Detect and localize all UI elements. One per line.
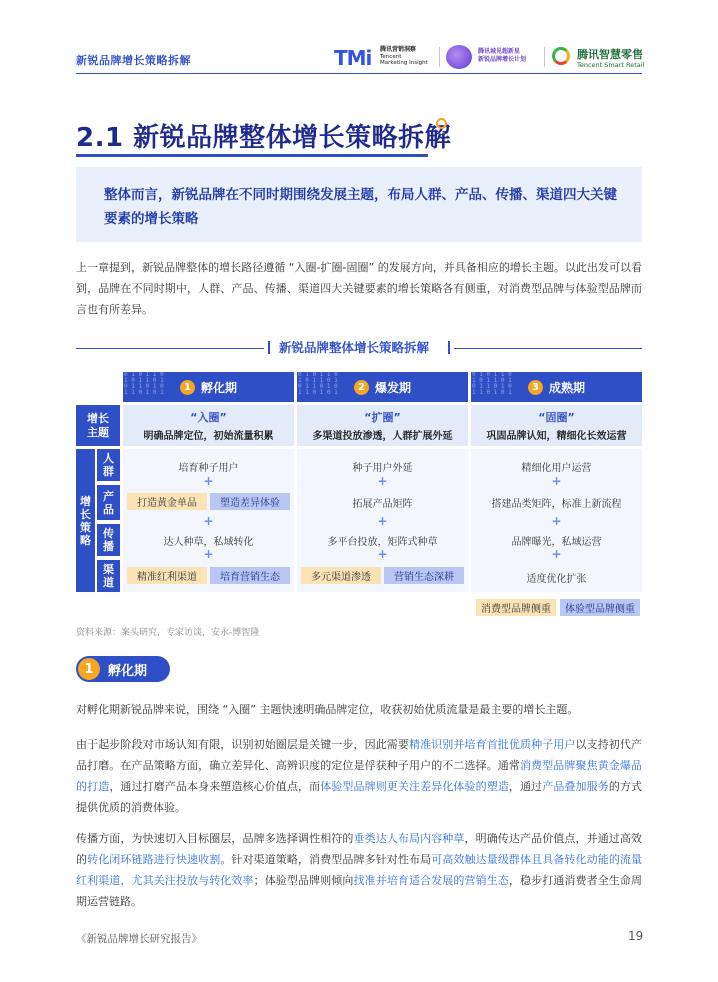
- footer-report-title: 《新锐品牌增长研究报告》: [76, 933, 202, 945]
- highlight: 体验型品牌则更关注差异化体验的塑造: [320, 780, 509, 793]
- plus-icon: +: [203, 474, 214, 488]
- figure-title-bar-right: [448, 341, 450, 354]
- theme-quote: “扩圈”: [364, 411, 401, 424]
- text: ，稳步打通消费者全生命周期运营链路。: [76, 874, 643, 908]
- theme-desc: 明确品牌定位，初始流量积累: [143, 431, 274, 442]
- page-number: 19: [628, 929, 644, 943]
- smart-retail-logo-en: Tencent Smart Retail: [577, 61, 645, 69]
- product-label: 产 品: [97, 485, 120, 520]
- legend-experience: 体验型品牌侧重: [560, 599, 640, 616]
- experience-tag: 塑造差异体验: [210, 493, 290, 510]
- supernova-logo-line2: 新锐品牌增长计划: [478, 56, 527, 63]
- highlight: 产品叠加服务: [542, 780, 609, 793]
- figure-title-bar-left: [268, 341, 270, 354]
- experience-tag: 培育营销生态: [210, 567, 290, 584]
- plus-icon: +: [551, 474, 562, 488]
- cell-spread: 多平台投放，矩阵式种草: [327, 537, 438, 548]
- plus-icon: +: [377, 514, 388, 528]
- cell-crowd: 精细化用户运营: [521, 463, 592, 474]
- highlight: 垂类达人布局内容种草: [353, 832, 465, 845]
- cell-spread: 达人种草，私域转化: [163, 537, 254, 548]
- tmi-logo-text: [380, 47, 428, 67]
- phase-number: 3: [528, 380, 543, 395]
- highlight: 可高效触达量级群体且具备转化动能的流量红利渠道，尤其关注投放与转化效率: [76, 853, 643, 887]
- growth-theme-label: 增长 主题: [76, 405, 120, 446]
- cell-product: 搭建品类矩阵，标准上新流程: [491, 499, 622, 510]
- highlight: 找准并培育适合发展的营销生态: [353, 874, 509, 887]
- theme-desc: 巩固品牌认知，精细化长效运营: [486, 431, 627, 442]
- highlight: 精准识别并培育首批优质种子用户: [409, 738, 576, 751]
- cell-channel: 适度优化扩张: [526, 574, 587, 585]
- circle-dot-icon: [436, 118, 447, 129]
- growth-strategy-label: 增 长 策 略: [76, 449, 95, 592]
- text: ，通过: [508, 780, 543, 793]
- cell-crowd: 种子用户外延: [352, 463, 413, 474]
- plus-icon: +: [377, 547, 388, 561]
- theme-cell-mature: [471, 405, 642, 446]
- header-title: 新锐品牌增长策略拆解: [76, 54, 191, 67]
- logo-divider: [439, 47, 440, 67]
- text: ，通过打磨产品本身来塑造核心价值点，而: [109, 780, 321, 793]
- text: 。针对渠道策略，消费型品牌多针对性布局: [220, 853, 432, 866]
- text: 以支持初代产品打磨。在产品策略方面，确立差异化、高辨识度的定位是俘获种子用户的不二选择。通常: [76, 738, 642, 772]
- highlight: 转化闭环链路进行快速收割: [87, 853, 221, 866]
- cell-product: 拓展产品矩阵: [352, 499, 413, 510]
- experience-tag: 营销生态深耕: [384, 567, 464, 584]
- consumer-tag: 精准红利渠道: [127, 567, 207, 584]
- plus-icon: +: [203, 514, 214, 528]
- phase-number: 1: [180, 380, 195, 395]
- smart-retail-ring-icon: [552, 47, 570, 65]
- plus-icon: +: [377, 474, 388, 488]
- text: 传播方面，为快速切入目标圈层，品牌多选择调性相符的: [76, 832, 354, 845]
- supernova-logo-text: [478, 48, 526, 64]
- theme-quote: “固圈”: [538, 411, 575, 424]
- tmi-logo-en1: Tencent: [380, 53, 402, 60]
- crowd-label: 人 群: [97, 449, 120, 481]
- section-title: 2.1 新锐品牌整体增长策略拆解: [76, 123, 452, 153]
- phase-label: 孵化期: [200, 380, 237, 395]
- figure-title-line-right: [454, 348, 642, 349]
- phase-label: 爆发期: [374, 380, 411, 395]
- theme-cell-incubation: [123, 405, 294, 446]
- legend-consumer: 消费型品牌侧重: [476, 599, 556, 616]
- cell-spread: 品牌曝光，私域运营: [511, 537, 602, 548]
- source-note: 资料来源：案头研究，专家访谈，安永-博智隆: [76, 628, 260, 638]
- supernova-badge-icon: [446, 45, 472, 69]
- summary-text: 整体而言，新锐品牌在不同时期围绕发展主题，布局人群、产品、传播、渠道四大关键要素的增长策略: [104, 187, 617, 227]
- binary-pattern-decoration: 0 1 0 1 1 0 1 0 1 1 0 1 0 1 1 0 1 0 1 1 0 1 0 1: [298, 372, 338, 396]
- figure-title-line-left: [76, 348, 264, 349]
- text: 由于起步阶段对市场认知有限，识别初始圈层是关键一步，因此需要: [76, 738, 409, 751]
- paragraph-3: [76, 828, 642, 912]
- cell-crowd: 培育种子用户: [178, 463, 239, 474]
- section-title-underline: [76, 154, 428, 157]
- spread-label: 传 播: [97, 524, 120, 556]
- consumer-tag: 多元渠道渗透: [301, 567, 381, 584]
- plus-icon: +: [551, 547, 562, 561]
- text: ；体验型品牌则倾向: [253, 874, 354, 887]
- plus-icon: +: [203, 547, 214, 561]
- paragraph-2: [76, 734, 642, 818]
- paragraph-1: 对孵化期新锐品牌来说，围绕 “入圈” 主题快速明确品牌定位，收获初始优质流量是最主要的增长主题。: [76, 703, 579, 716]
- subsection-number: 1: [78, 658, 100, 680]
- highlight: 消费型品牌聚焦黄金爆品的打造: [76, 759, 642, 793]
- phase-number: 2: [354, 380, 369, 395]
- consumer-tag: 打造黄金单品: [127, 493, 207, 510]
- logo-divider: [544, 47, 545, 67]
- binary-pattern-decoration: 0 1 0 1 1 0 1 0 1 1 0 1 0 1 1 0 1 0 1 1 0 1 0 1: [472, 372, 512, 396]
- plus-icon: +: [551, 514, 562, 528]
- tmi-logo-cn: 腾讯营销洞察: [380, 46, 417, 53]
- channel-label: 渠 道: [97, 560, 120, 592]
- intro-paragraph: 上一章提到，新锐品牌整体的增长路径遵循 “入圈-扩圈-固圈” 的发展方向，并具备相应的增长主题。以此出发可以看到，品牌在不同时期中，人群、产品、传播、渠道四大关键要素的增长策略各有侧重，对消费型品牌与体验型品牌而言也有所差异。: [76, 261, 642, 316]
- theme-desc: 多渠道投放渗透，人群扩展外延: [312, 431, 453, 442]
- text: 的方式提供优质的消费体验。: [76, 780, 643, 814]
- phase-label: 成熟期: [548, 380, 585, 395]
- header-divider: [76, 73, 642, 74]
- smart-retail-logo-cn: 腾讯智慧零售: [577, 48, 643, 61]
- binary-pattern-decoration: 0 1 0 1 1 0 1 0 1 1 0 1 0 1 1 0 1 0 1 1 0 1 0 1: [124, 372, 164, 396]
- subsection-title: 孵化期: [108, 664, 148, 679]
- figure-title: 新锐品牌整体增长策略拆解: [279, 340, 430, 355]
- theme-quote: “入圈”: [190, 411, 227, 424]
- text: ，明确传达产品价值点，并通过高效的: [76, 832, 642, 866]
- theme-cell-explosion: [297, 405, 468, 446]
- tmi-logo-en2: Marketing Insight: [380, 60, 428, 66]
- supernova-logo-line1: 腾讯城见超新星: [478, 48, 521, 55]
- tmi-logo: TMi: [334, 46, 372, 70]
